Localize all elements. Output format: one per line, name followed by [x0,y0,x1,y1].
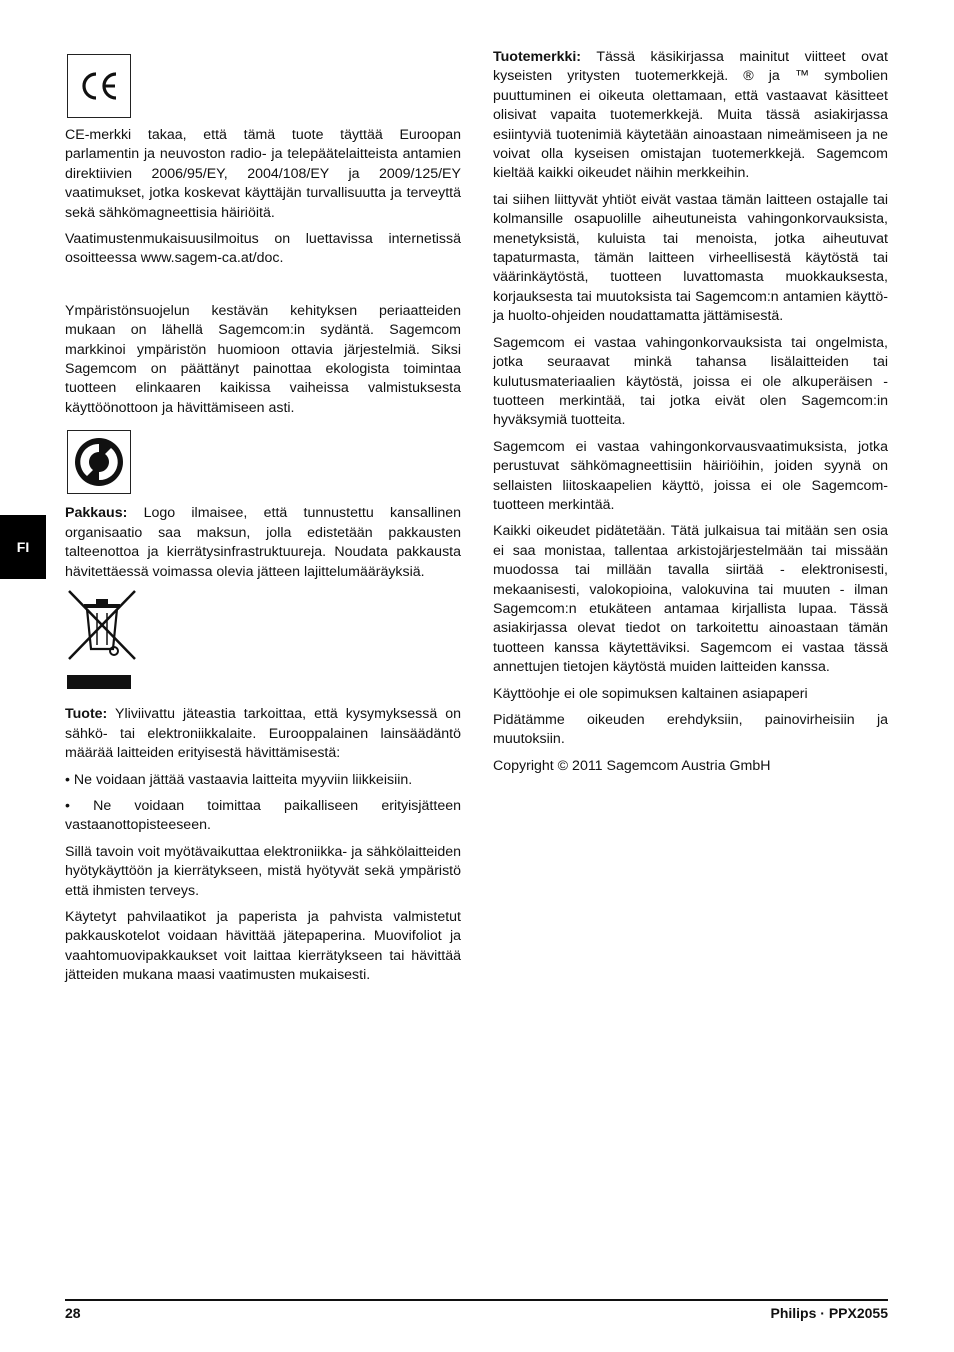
environment-paragraph: Ympäristönsuojelun kestävän kehityksen periaatteiden mukaan on lähellä Sagemcom:in sydäntä. Sagemcom markkinoi ympäristön huomioon ottavia järjestelmiä. Siksi Sagemcom on päättänyt painottaa ekologista toimintaa tuotteen elinkaaren kaikissa vaiheissa valmistuksesta käyttöönottoon ja hävittämiseen asti. [65,302,461,416]
product-paragraph [65,705,461,763]
packaging-text: Logo ilmaisee, että tunnustettu kansallinen organisaatio saa maksun, jolla edistetään pakkausten talteenottoa ja kierrätysinfrastruktuureja. Noudata pakkausta hävitettäessä voimassa olevia jätteen lajittelumääräyksiä. [65,505,461,580]
copyright: Copyright © 2011 Sagemcom Austria GmbH [493,757,771,774]
green-dot-icon [67,430,131,494]
bullet-item: • Ne voidaan jättää vastaavia laitteita myyviin liikkeisiin. [65,771,413,788]
bullet-item: • Ne voidaan toimittaa paikalliseen erityisjätteen vastaanottopisteeseen. [65,797,461,834]
trademark-text: Tässä käsikirjassa mainitut viitteet ovat kyseisten yritysten tuotemerkkejä. ® ja ™ symbolien puuttuminen ei oikeuta olettamaan, että vastaavat käsitteet olisivat vapaita tuotemerkkejä. Muita tässä asiakirjassa esiintyviä tuotenimiä käytetään ainoastaan nimeämiseen ja ne voivat olla kyseisen omistajan tuotemerkkejä. Sagemcom kieltää kaikki oikeudet näihin merkkeihin. [493,49,888,182]
packaging-paragraph [65,504,461,582]
recycling-paragraph: Sillä tavoin voit myötävaikuttaa elektroniikka- ja sähkölaitteiden hyötykäyttöön ja kierrätykseen, mistä hyötyvät sekä ympäristö että ihmisten terveys. [65,843,461,899]
rights-paragraph: Kaikki oikeudet pidätetään. Tätä julkaisua tai mitään sen osia ei saa monistaa, tallentaa arkistojärjestelmään tai missään muodossa tai millään tavalla siirtää - elektronisesti, mekaanisesti, valokopioina, valokuvina tai muuten - ilman Sagemcom:n etukäteen antamaa kirjallista lupaa. Tässä asiakirjassa olevat tiedot on tarkoitettu ainoastaan tämän tuotteen kanssa käytettäviksi. Sagemcom ei vastaa tässä annettujen tietojen käytöstä muiden laitteiden kanssa. [493,523,888,676]
liability-paragraph: Sagemcom ei vastaa vahingonkorvauksista tai ongelmista, jotka seuraavat minkä tahansa lisälaitteiden tai kulutusmateriaalien käytöstä, joissa ei ole alkuperäisen -tuotteen merkintää, tai jotka eivät olen Sagemcom:in hyväksymiä tuotteita. [493,334,888,429]
ce-paragraph: CE-merkki takaa, että tämä tuote täyttää Euroopan parlamentin ja neuvoston radio- ja telepäätelaitteista antamien direktiivien 2006/95/EY, 2004/108/EY ja 2009/125/EY vaatimukset, jotka koskevat käyttäjän turvallisuutta ja terveyttä sekä sähkömagneettisia häiriöitä. [65,127,461,221]
cardboard-paragraph: Käytetyt pahvilaatikot ja paperista ja pahvista valmistetut pakkauskotelot voidaan hävittää jätepaperina. Muovifoliot ja vaahtomuovipakkaukset voit laittaa kierrätykseen tai hävittää jätteiden mukana maasi vaatimusten mukaisesti. [65,908,461,984]
page-number: 28 [65,1305,81,1321]
weee-bin-icon [67,589,137,689]
manual-note: Käyttöohje ei ole sopimuksen kaltainen asiapaperi [493,685,808,702]
product-label: Tuote: [65,706,108,723]
packaging-label: Pakkaus: [65,505,128,522]
language-tab: FI [0,515,46,579]
ce-mark-icon [67,54,131,118]
liability-paragraph: tai siihen liittyvät yhtiöt eivät vastaa tämän laitteen ostajalle tai kolmansille osapuolille aiheutuneista vahingonkorvauksista, menetyksistä, kuluista tai menoista, jotka aiheutuvat tapaturmasta, tämän laitteen virheellisestä käytöstä tai väärinkäytöstä, tuotteen luvattomasta muokkauksesta, korjauksesta tai muutoksista tai Sagemcom:n antamien käyttö- ja huolto-ohjeiden noudattamatta jättämisestä. [493,191,888,325]
product-name: Philips · PPX2055 [770,1305,888,1321]
footer-rule [65,1299,888,1301]
conformity-paragraph: Vaatimustenmukaisuusilmoitus on luettavissa internetissä osoitteessa www.sagem-ca.at/doc. [65,231,461,267]
product-text: Yliviivattu jäteastia tarkoittaa, että kysymyksessä on sähkö- tai elektroniikkalaite. Eurooppalainen lainsäädäntö määrää laitteiden erityisestä hävittämisestä: [65,706,461,762]
trademark-label: Tuotemerkki: [493,49,582,65]
liability-paragraph: Sagemcom ei vastaa vahingonkorvausvaatimuksista, jotka perustuvat sähkömagneettisiin häiriöihin, joiden syynä on sellaisten liitoskaapelien käyttö, joissa ei ole Sagemcom-tuotteen merkintää. [493,438,888,513]
right-column [493,48,888,783]
weee-bar [67,675,131,689]
left-column [65,48,461,993]
errors-paragraph: Pidätämme oikeuden erehdyksiin, painovirheisiin ja muutoksiin. [493,712,888,748]
trademark-paragraph [493,48,888,184]
